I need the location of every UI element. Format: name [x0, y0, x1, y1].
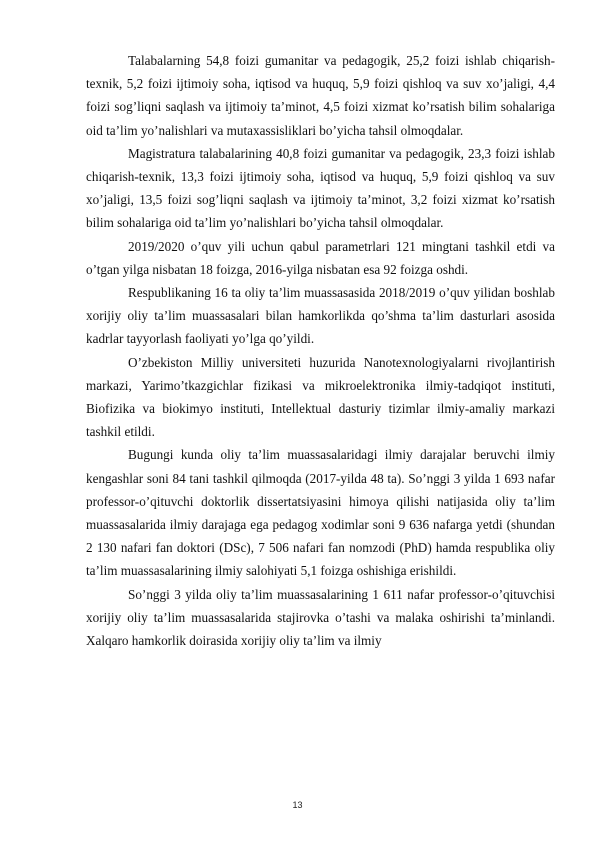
- paragraph-scientific-councils: Bugungi kunda oliy ta’lim muassasalaridagi ilmiy darajalar beruvchi ilmiy kengashlar soni 84 tani tashkil qilmoqda (2017-yilda 48 ta). So’nggi 3 yilda 1 693 nafar professor-o’qituvchi doktorlik dissertatsiyasini himoya qilishi natijasida oliy ta’lim muassasalarida ilmiy darajaga ega pedagog xodimlar soni 9 636 nafarga yetdi (shundan 2 130 nafari fan doktori (DSc), 7 506 nafari fan nomzodi (PhD) hamda respublika oliy ta’lim muassasalarining ilmiy salohiyati 5,1 foizga oshishiga erishildi.: [86, 447, 555, 579]
- paragraph-research-centers: O’zbekiston Milliy universiteti huzurida Nanotexnologiyalarni rivojlantirish markazi, Yarimo’tkazgichlar fizikasi va mikroelektronika ilmiy-tadqiqot instituti, Biofizika va biokimyo instituti, Intellektual dasturiy tizimlar ilmiy-amaliy markazi tashkil etildi.: [86, 354, 555, 440]
- paragraph-master-students-share: Magistratura talabalarining 40,8 foizi gumanitar va pedagogik, 23,3 foizi ishlab chiqarish-texnik, 13,3 foizi ijtimoiy soha, iqtisod va huquq, 5,9 foizi qishloq va suv xo’jaligi, 13,5 foizi sog’liqni saqlash va ijtimoiy ta’minot, 3,2 foizi xizmat ko’rsatish bilim sohalariga oid ta’lim yo’nalishlari bo’yicha tahsil olmoqdalar.: [86, 145, 555, 231]
- paragraph-internships: So’nggi 3 yilda oliy ta’lim muassasalarining 1 611 nafar professor-o’qituvchisi xorijiy oliy ta’lim muassasalarida stajirovka o’tashi va malaka oshirishi ta’minlandi. Xalqaro hamkorlik doirasida xorijiy oliy ta’lim va ilmiy: [86, 586, 555, 649]
- paragraph-admission-parameters: 2019/2020 o’quv yili uchun qabul parametrlari 121 mingtani tashkil etdi va o’tgan yilga nisbatan 18 foizga, 2016-yilga nisbatan esa 92 foizga oshdi.: [86, 238, 555, 277]
- paragraph-joint-programs: Respublikaning 16 ta oliy ta’lim muassasasida 2018/2019 o’quv yilidan boshlab xorijiy oliy ta’lim muassasalari bilan hamkorlikda qo’shma ta’lim dasturlari asosida kadrlar tayyorlash faoliyati yo’lga qo’yildi.: [86, 285, 555, 347]
- page-body: [86, 49, 555, 652]
- page-number: 13: [292, 800, 303, 810]
- paragraph-students-share: Talabalarning 54,8 foizi gumanitar va pedagogik, 25,2 foizi ishlab chiqarish-texnik, 5,2 foizi ijtimoiy soha, iqtisod va huquq, 5,9 foizi qishloq va suv xo’jaligi, 4,4 foizi sog’liqni saqlash va ijtimoiy ta’minot, 4,5 foizi xizmat ko’rsatish bilim sohalariga oid ta’lim yo’nalishlari va mutaxassisliklari bo’yicha tahsil olmoqdalar.: [86, 53, 555, 138]
